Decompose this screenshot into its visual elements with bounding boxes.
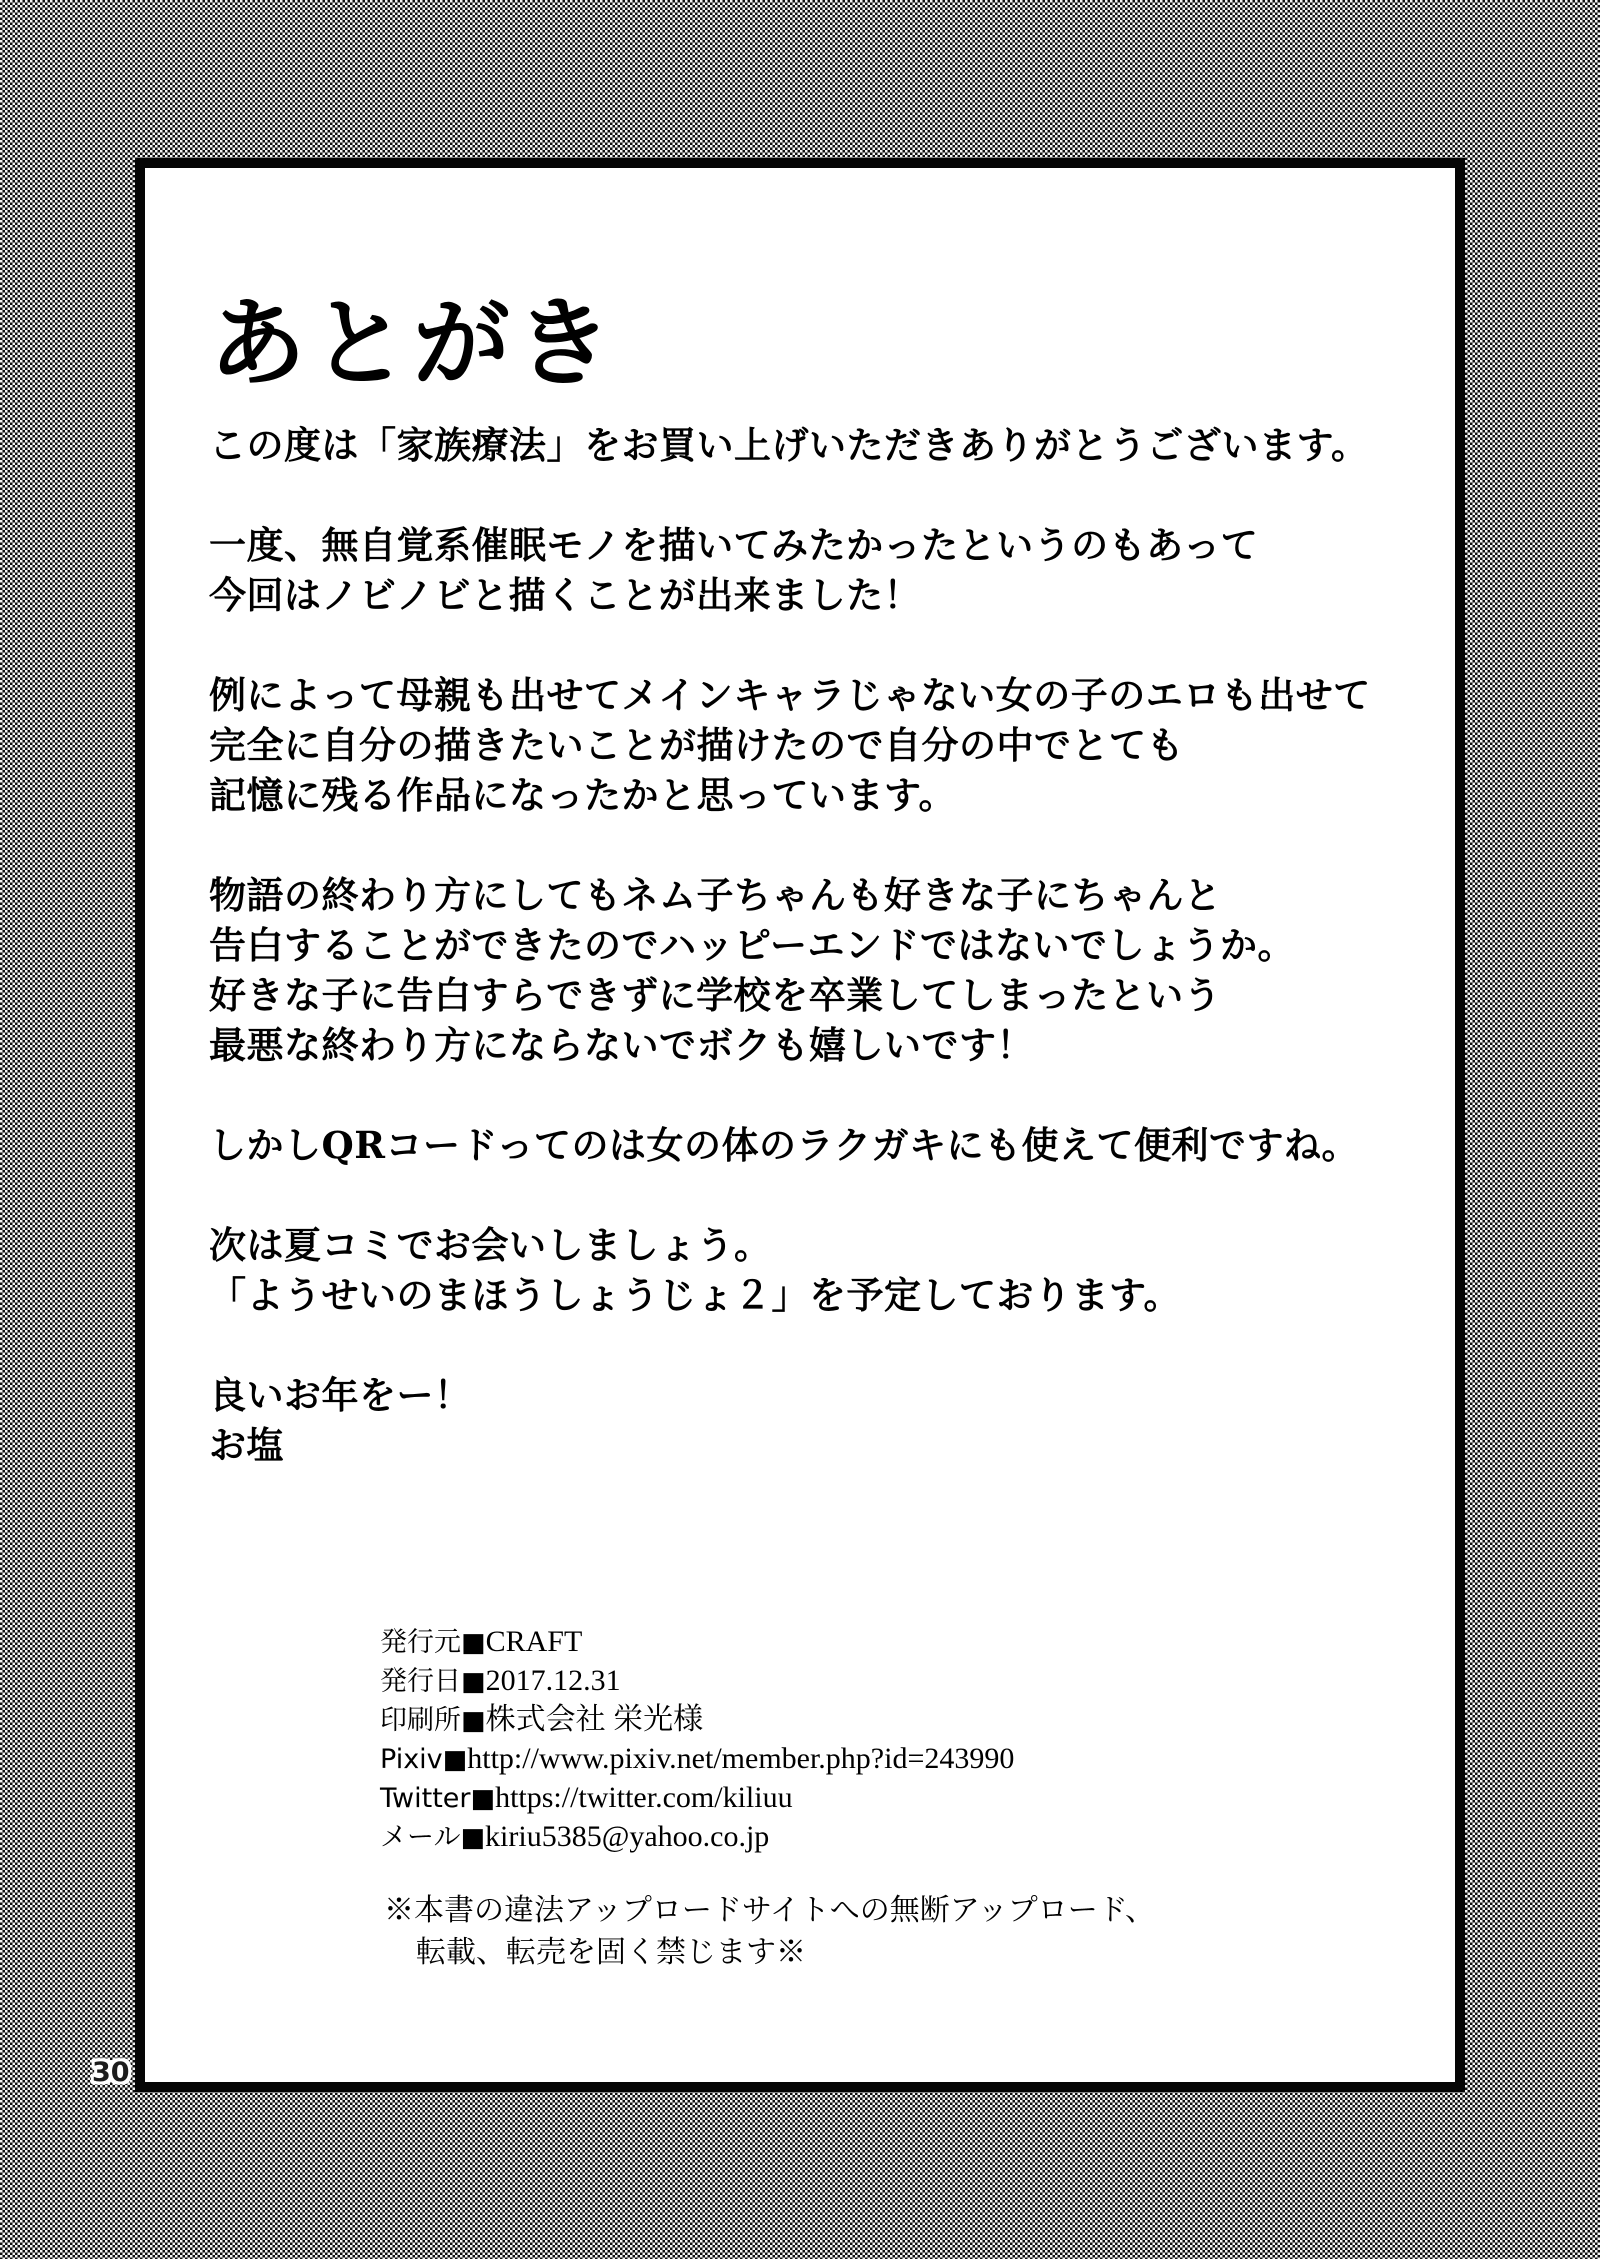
separator-square-icon: ■ <box>442 1745 468 1775</box>
page-number: 30 <box>92 2057 130 2088</box>
paragraph <box>209 1120 1479 1170</box>
notice-line: 転載、転売を固く禁じます※ <box>416 1935 806 1970</box>
colophon-row-pixiv <box>380 1740 1014 1779</box>
separator-square-icon: ■ <box>470 1784 496 1814</box>
colophon-label: 印刷所 <box>380 1705 461 1736</box>
notice-line: ※本書の違法アップロードサイトへの無断アップロード、 <box>384 1893 1155 1928</box>
colophon-label: 発行日 <box>380 1666 461 1697</box>
body-line: しかしQRコードってのは女の体のラクガキにも使えて便利ですね。 <box>209 1123 1359 1167</box>
body-line: 完全に自分の描きたいことが描けたので自分の中でとても <box>209 723 1184 767</box>
afterword-body <box>209 420 1479 1520</box>
colophon-label: メール <box>380 1822 461 1853</box>
body-line: 最悪な終わり方にならないでボクも嬉しいです！ <box>209 1023 1034 1067</box>
closing-line: 良いお年をー！ <box>209 1373 472 1417</box>
email-address: kiriu5385@yahoo.co.jp <box>485 1820 770 1853</box>
body-line: 次は夏コミでお会いしましょう。 <box>209 1223 772 1267</box>
body-line: 好きな子に告白すらできずに学校を卒業してしまったという <box>209 973 1222 1017</box>
body-line: 例によって母親も出せてメインキャラじゃない女の子のエロも出せて <box>209 673 1371 717</box>
separator-square-icon: ■ <box>461 1706 486 1736</box>
body-line: 告白することができたのでハッピーエンドではないでしょうか。 <box>209 923 1296 967</box>
colophon-value: 株式会社 栄光様 <box>485 1703 704 1736</box>
colophon <box>380 1623 1014 1857</box>
twitter-url: https://twitter.com/kiliuu <box>495 1781 793 1814</box>
colophon-label: Pixiv <box>380 1744 443 1775</box>
colophon-row-twitter <box>380 1779 1014 1818</box>
pixiv-url: http://www.pixiv.net/member.php?id=243990 <box>467 1742 1015 1775</box>
colophon-label: 発行元 <box>380 1627 461 1658</box>
colophon-value: CRAFT <box>485 1625 583 1658</box>
separator-square-icon: ■ <box>461 1628 486 1658</box>
body-line: 「ようせいのまほうしょうじょ２」を予定しております。 <box>209 1273 1182 1317</box>
body-line: 一度、無自覚系催眠モノを描いてみたかったというのもあって <box>209 523 1259 567</box>
page-title: あとがき <box>209 286 617 400</box>
body-line: 今回はノビノビと描くことが出来ました！ <box>209 573 922 617</box>
separator-square-icon: ■ <box>460 1823 486 1853</box>
afterword-page <box>135 158 1465 2092</box>
body-line: 記憶に残る作品になったかと思っています。 <box>209 773 957 817</box>
colophon-label: Twitter <box>380 1783 471 1814</box>
author-name: お塩 <box>209 1423 284 1467</box>
colophon-row-publisher <box>380 1623 1014 1662</box>
colophon-row-printer <box>380 1701 1014 1740</box>
piracy-notice <box>384 1890 1155 1974</box>
paragraph <box>209 420 1479 470</box>
body-line: この度は「家族療法」をお買い上げいただきありがとうございます。 <box>209 423 1369 467</box>
body-line: 物語の終わり方にしてもネム子ちゃんも好きな子にちゃんと <box>209 873 1222 917</box>
colophon-row-date <box>380 1662 1014 1701</box>
separator-square-icon: ■ <box>461 1667 486 1697</box>
colophon-value: 2017.12.31 <box>485 1664 621 1697</box>
colophon-row-email <box>380 1818 1014 1857</box>
